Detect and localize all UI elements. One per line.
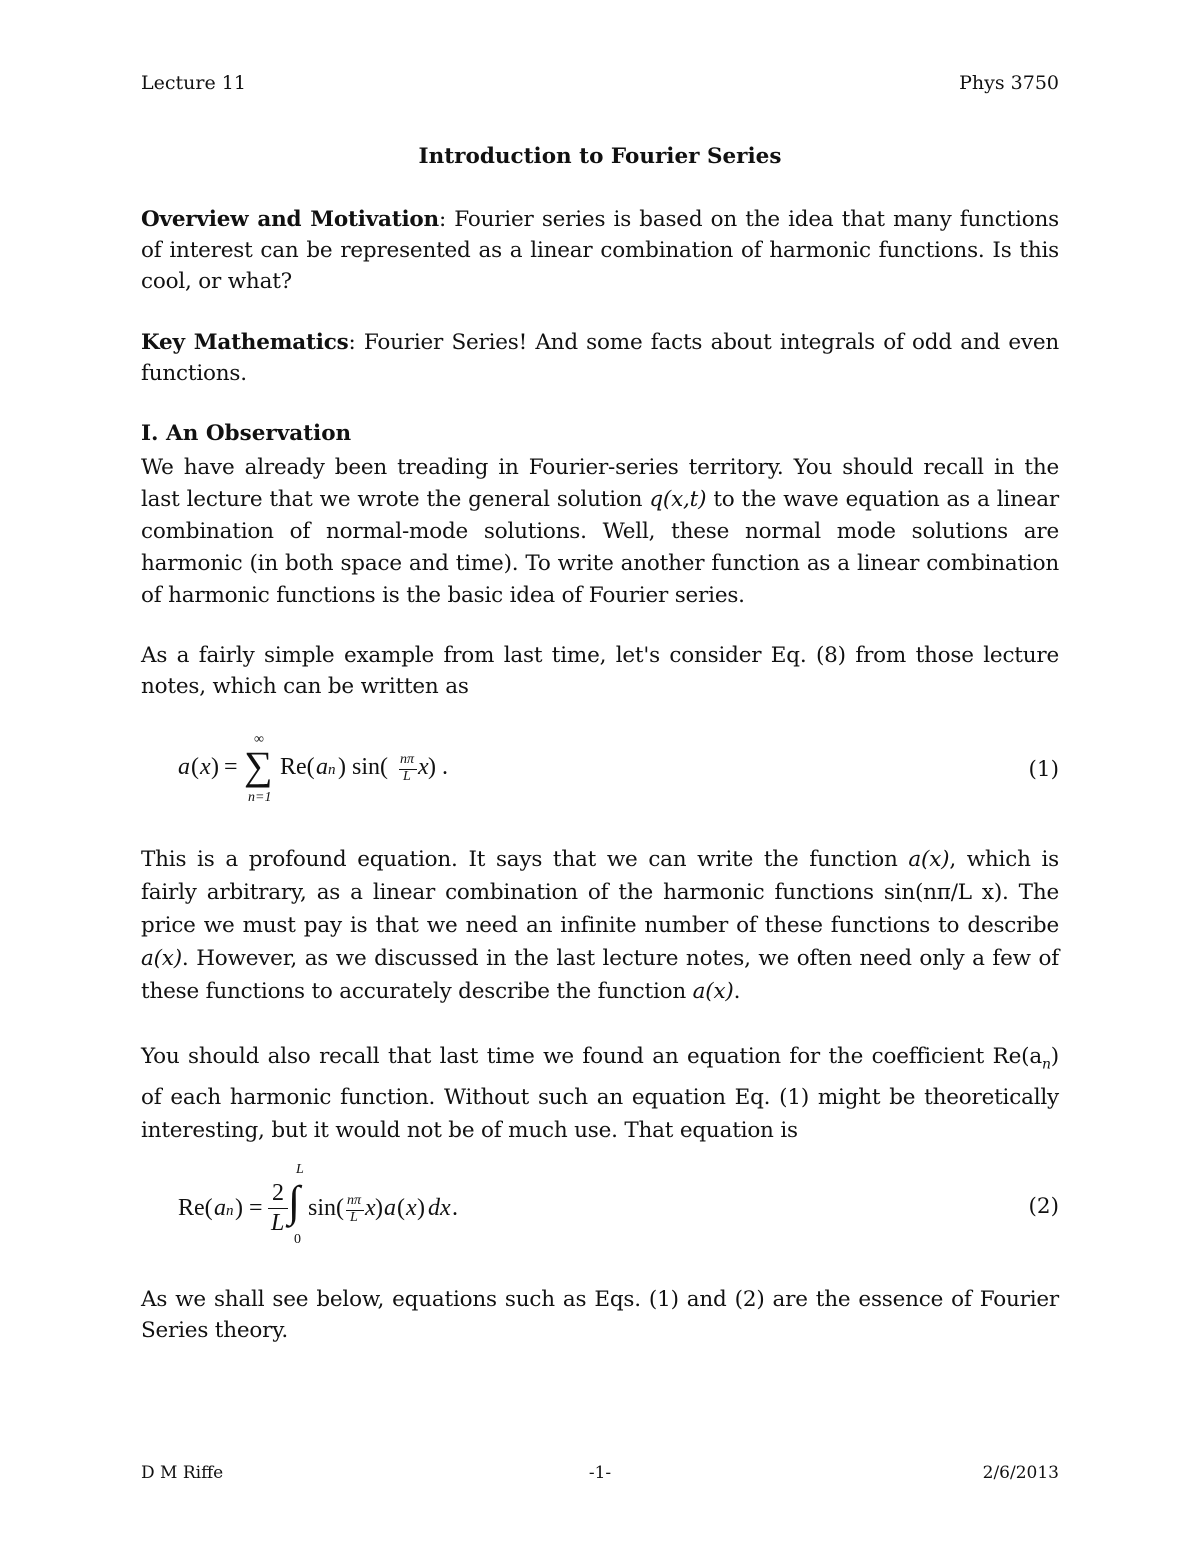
page-title: Introduction to Fourier Series	[418, 144, 782, 169]
section-heading: I. An Observation	[141, 421, 352, 446]
header-course: Phys 3750	[959, 72, 1059, 94]
equation-2-number: (2)	[1028, 1194, 1059, 1219]
key-math-paragraph	[141, 327, 1059, 389]
math-q-x-t: q(x,t)	[649, 487, 707, 512]
equation-1-number: (1)	[1028, 757, 1059, 782]
footer-author: D M Riffe	[141, 1463, 224, 1483]
paragraph-example: As a fairly simple example from last time, let's consider Eq. (8) from those lecture notes, which can be written as	[141, 643, 1059, 699]
header-lecture: Lecture 11	[141, 72, 246, 94]
equation-2: Re( a n ) = 2 L L ∫ 0 sin( nπ L x ) a ( x ) dx .	[178, 1162, 458, 1247]
paragraph-coefficient: You should also recall that last time we found an equation for the coefficient $Re(a_n)$ of each harmonic function. Without such an equation Eq. (1) might be theoretically interesting, but it would not be of much use. That equation is	[141, 1044, 1059, 1144]
math-sin: sin(nπ/L x)	[883, 880, 1003, 905]
paragraph-essence: As we shall see below, equations such as Eqs. (1) and (2) are the essence of Fourier Series theory.	[141, 1287, 1059, 1343]
equation-1: a ( x ) = ∞ ∑ n=1 Re( a n ) sin( nπ L x ) .	[178, 732, 448, 805]
overview-paragraph	[141, 204, 1059, 297]
footer-date: 2/6/2013	[982, 1463, 1059, 1483]
math-a-x: a(x)	[141, 946, 182, 971]
math-a-x: a(x)	[692, 979, 734, 1004]
paragraph-observation: We have already been treading in Fourier-series territory. You should recall in the last lecture that we wrote the general solution q(x,t) to the wave equation as a linear combination of normal-mode solutions. Well, these normal mode solutions are harmonic (in both space and time). To write another function as a linear combination of harmonic functions is the basic idea of Fourier series.	[141, 455, 1059, 608]
overview-text: : Fourier series is based on the idea that many functions of interest can be represented as a linear combination of harmonic functions. Is this cool, or what?	[141, 207, 1059, 294]
overview-label: Overview and Motivation	[141, 207, 439, 232]
key-math-label: Key Mathematics	[141, 330, 349, 355]
key-math-text: : Fourier Series! And some facts about integrals of odd and even functions.	[141, 330, 1059, 386]
paragraph-profound: This is a profound equation. It says that we can write the function a(x), which is fairly arbitrary, as a linear combination of the harmonic functions sin(nπ/L x). The price we must pay is that we need an infinite number of these functions to describe a(x). However, as we discussed in the last lecture notes, we often need only a few of these functions to accurately describe the function a(x).	[141, 847, 1059, 1004]
math-re-an: $Re(a_n)$	[992, 1044, 1059, 1073]
math-a-x: a(x)	[908, 847, 950, 872]
page-number: -1-	[588, 1463, 612, 1483]
